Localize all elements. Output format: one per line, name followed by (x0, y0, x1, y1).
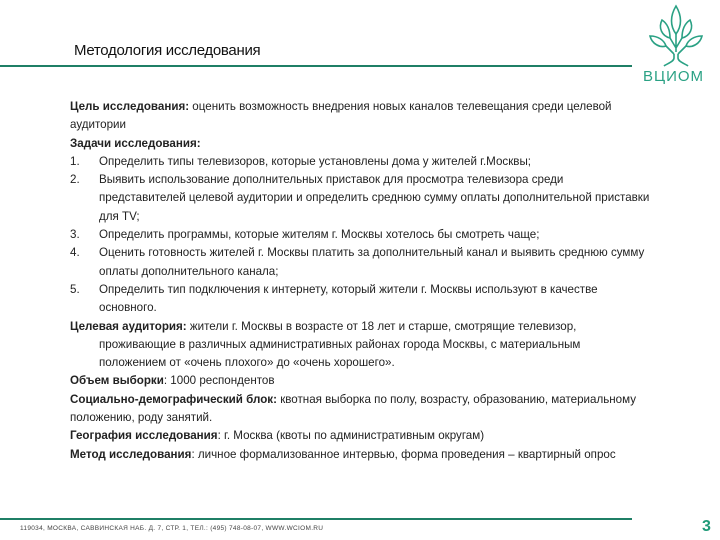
geo-paragraph (70, 427, 650, 445)
socio-paragraph (70, 391, 650, 428)
task-text: Выявить использование дополнительных приставок для просмотра телевизора среди представителей целевой аудитории и определить среднюю сумму оплаты дополнительной приставки для TV; (99, 173, 650, 223)
methodology-content (70, 98, 650, 464)
geo-text: : г. Москва (квоты по административным округам) (217, 429, 485, 443)
task-text: Определить программы, которые жителям г. Москвы хотелось бы смотреть чаще; (99, 228, 540, 242)
page-title: Методология исследования (74, 42, 261, 59)
header-divider (0, 65, 632, 67)
tasks-label: Задачи исследования: (70, 136, 201, 150)
task-item (70, 153, 650, 171)
task-number: 4. (70, 246, 80, 260)
socio-text: квотная выборка по полу, возрасту, образованию, материальному положению, роду занятий. (70, 392, 636, 425)
sample-label: Объем выборки (70, 374, 164, 388)
goal-label: Цель исследования: (70, 100, 190, 113)
logo-text: ВЦИОМ (643, 68, 705, 85)
audience-paragraph (70, 318, 650, 373)
task-number: 2. (70, 173, 80, 187)
method-label: Метод исследования (70, 447, 192, 461)
method-text: : личное формализованное интервью, форма проведения – квартирный опрос (191, 447, 616, 461)
page-number: 3 (702, 518, 711, 535)
task-number: 1. (70, 154, 80, 168)
footer-address: 119034, МОСКВА, САВВИНСКАЯ НАБ. Д. 7, СТР. 1, ТЕЛ.: (495) 748-08-07, WWW.WCIOM.RU (20, 525, 324, 532)
task-item (70, 226, 650, 244)
sample-paragraph (70, 372, 650, 390)
task-text: Оценить готовность жителей г. Москвы платить за дополнительный канал и выявить среднюю сумму оплаты дополнительного канала; (99, 246, 645, 278)
task-text: Определить типы телевизоров, которые установлены дома у жителей г.Москвы; (99, 154, 532, 168)
task-number: 5. (70, 282, 80, 296)
sample-text: : 1000 респондентов (163, 374, 275, 388)
geo-label: География исследования (70, 429, 218, 443)
footer-divider (0, 518, 632, 520)
task-item (70, 171, 650, 226)
goal-text: оценить возможность внедрения новых каналов телевещания среди целевой аудитории (70, 100, 612, 132)
socio-label: Социально-демографический блок: (70, 392, 277, 406)
task-text: Определить тип подключения к интернету, который жители г. Москвы используют в качестве основного. (99, 282, 598, 315)
task-item (70, 244, 650, 281)
task-item (70, 281, 650, 318)
audience-label: Целевая аудитория: (70, 319, 187, 333)
goal-paragraph (70, 98, 650, 135)
method-paragraph (70, 446, 650, 464)
tasks-heading (70, 135, 650, 153)
audience-text: жители г. Москвы в возрасте от 18 лет и старше, смотрящие телевизор, проживающие в различных административных районах города Москвы, с материальным положением от «очень плохого» до «очень хорошего». (99, 319, 581, 370)
task-number: 3. (70, 228, 80, 242)
